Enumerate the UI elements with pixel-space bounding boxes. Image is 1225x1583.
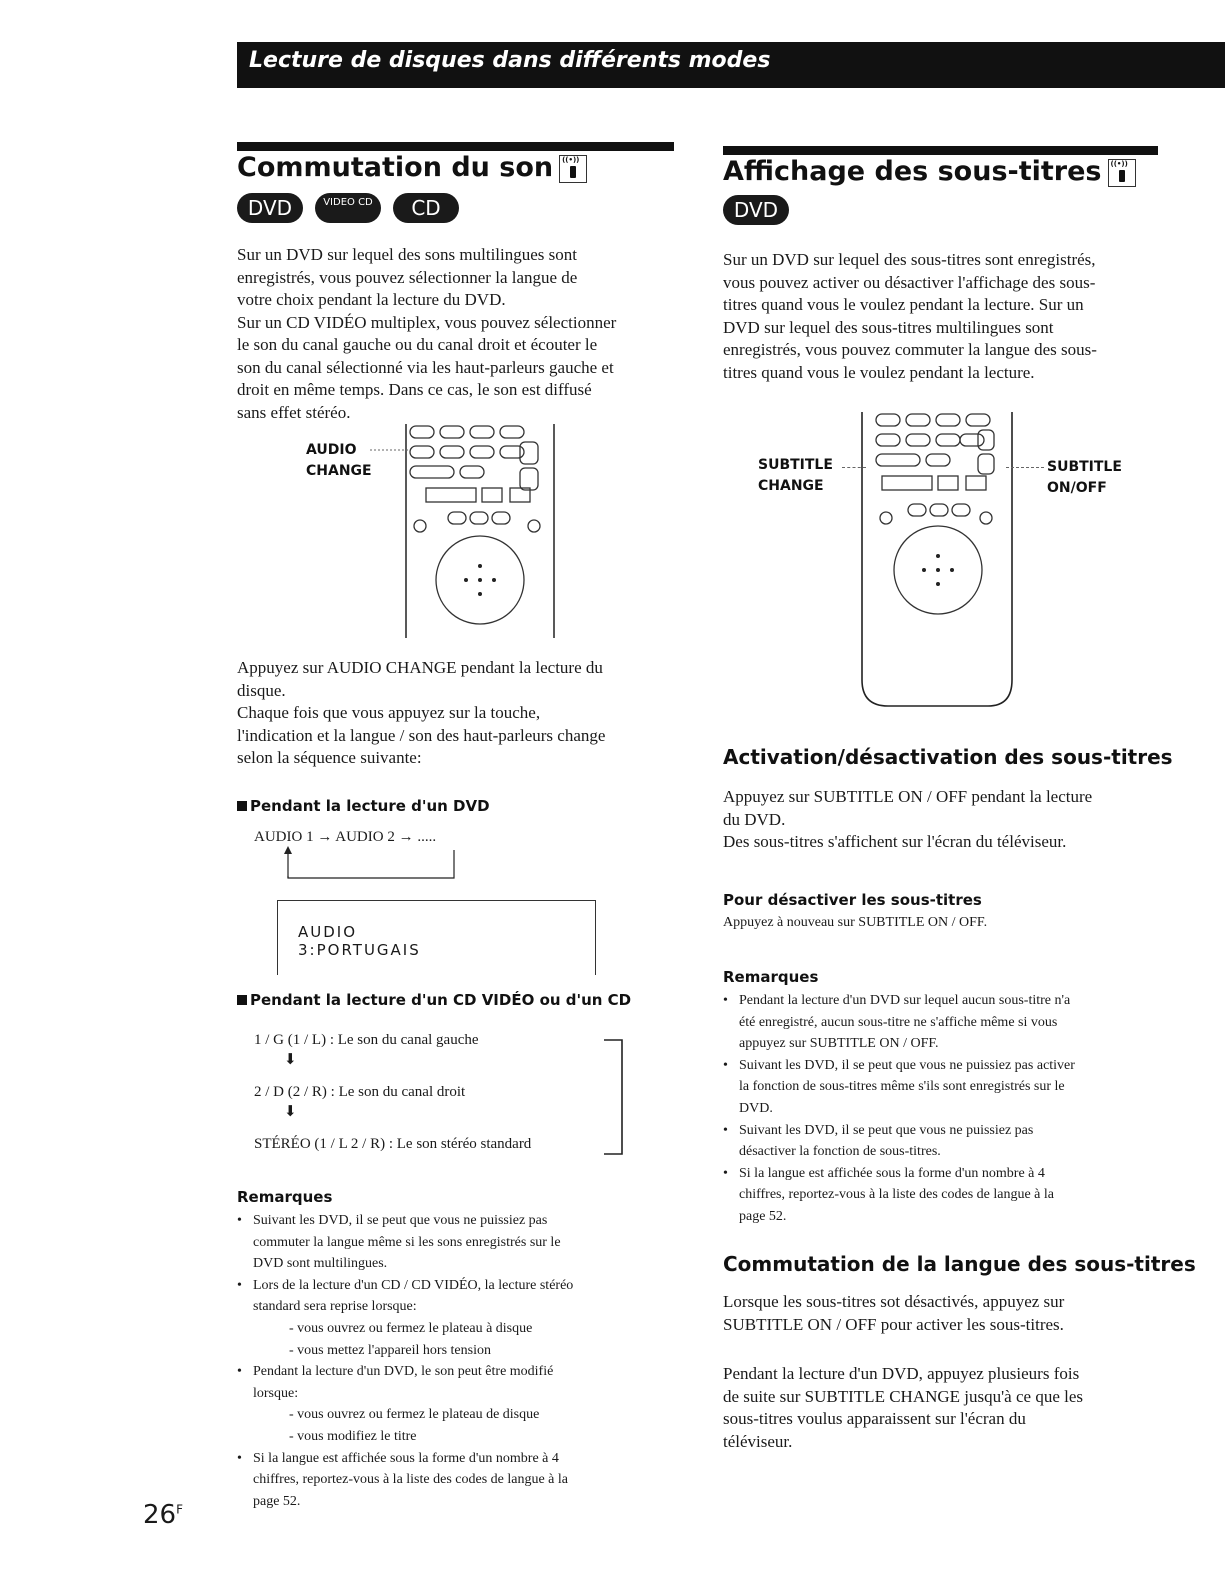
vcd-loop-bracket — [600, 1034, 630, 1158]
remote-illustration-right — [848, 410, 1044, 720]
right-remarks-title: Remarques — [723, 968, 819, 986]
screen-line-2: 3:PORTUGAIS — [298, 941, 421, 959]
vcd-step-1: 1 / G (1 / L) : Le son du canal gauche — [254, 1032, 479, 1048]
remark-item: • Suivant les DVD, il se peut que vous ne puissiez pas commuter la langue même si les sons enregistrés sur le DVD sont multilingues. — [237, 1210, 677, 1275]
dvd-badge: DVD — [237, 193, 303, 223]
remark-item: • Pendant la lecture d'un DVD sur lequel aucun sous-titre n'a été enregistré, aucun sous-titre ne s'affiche même si vous appuyez sur SUBTITLE ON / OFF. — [723, 990, 1173, 1055]
deactivate-body: Appuyez à nouveau sur SUBTITLE ON / OFF. — [723, 915, 988, 930]
subtitle-onoff-label: SUBTITLE ON/OFF — [1047, 459, 1122, 496]
left-disc-badges — [237, 193, 459, 223]
square-bullet — [237, 801, 247, 811]
left-remarks — [237, 1210, 677, 1512]
tv-screen-display — [277, 900, 596, 975]
activation-heading: Activation/désactivation des sous-titres — [723, 745, 1173, 769]
section-banner — [237, 42, 1225, 88]
right-disc-badges — [723, 195, 789, 225]
page-number: $26^F$ — [143, 1500, 183, 1530]
sequence-loop-arrow — [280, 846, 480, 882]
leader-line — [1006, 467, 1044, 468]
remark-item: • Suivant les DVD, il se peut que vous ne puissiez pas désactiver la fonction de sous-titres. — [723, 1120, 1173, 1163]
language-paragraph-1: Lorsque les sous-titres sot désactivés, appuyez sur SUBTITLE ON / OFF pour activer les sous-titres. — [723, 1292, 1065, 1334]
leader-line — [842, 467, 866, 468]
cd-badge: CD — [393, 193, 459, 223]
language-heading: Commutation de la langue des sous-titres — [723, 1252, 1196, 1276]
right-title-rule — [723, 146, 1158, 155]
vcd-step-3: STÉRÉO (1 / L 2 / R) : Le son stéréo standard — [254, 1136, 532, 1152]
remote-icon — [1108, 159, 1136, 187]
remark-item: • Pendant la lecture d'un DVD, le son peut être modifié lorsque: - vous ouvrez ou fermez le plateau de disque - vous modifiez le titre — [237, 1361, 677, 1447]
video-cd-badge: VIDEO CD — [315, 193, 381, 223]
vcd-channel-sequence — [254, 1030, 594, 1154]
dvd-playback-heading: Pendant la lecture d'un DVD — [237, 797, 490, 815]
remark-item: • Lors de la lecture d'un CD / CD VIDÉO, la lecture stéréo standard sera reprise lorsque: - vous ouvrez ou fermez le plateau à disque - vous mettez l'appareil hors tension — [237, 1275, 677, 1361]
remark-item: • Suivant les DVD, il se peut que vous ne puissiez pas activer la fonction de sous-titres même s'ils sont enregistrés sur le DVD. — [723, 1055, 1173, 1120]
down-arrow-icon: ⬇ — [284, 1052, 297, 1068]
left-title-rule — [237, 142, 674, 151]
left-press-instructions: Appuyez sur AUDIO CHANGE pendant la lecture du disque. Chaque fois que vous appuyez sur la touche, l'indication et la langue / son des haut-parleurs change selon la séquence suivante: — [237, 658, 606, 767]
audio-change-label: AUDIO CHANGE — [306, 442, 372, 479]
banner-title: Lecture de disques dans différents modes — [249, 48, 771, 73]
left-title: Commutation du son((•)) — [237, 152, 587, 183]
activation-body: Appuyez sur SUBTITLE ON / OFF pendant la lecture du DVD. Des sous-titres s'affichent sur l'écran du téléviseur. — [723, 787, 1093, 851]
language-paragraph-2: Pendant la lecture d'un DVD, appuyez plusieurs fois de suite sur SUBTITLE CHANGE jusqu'à ce que les sous-titres voulus apparaissent sur l'écran du téléviseur. — [723, 1364, 1083, 1451]
right-title: Affichage des sous-titres((•)) — [723, 156, 1136, 187]
right-remarks — [723, 990, 1173, 1228]
remote-icon — [559, 155, 587, 183]
remote-illustration-left — [370, 422, 570, 642]
remark-item: • Si la langue est affichée sous la forme d'un nombre à 4 chiffres, reportez-vous à la liste des codes de langue à la page 52. — [723, 1163, 1173, 1228]
left-intro: Sur un DVD sur lequel des sons multilingues sont enregistrés, vous pouvez sélectionner la langue de votre choix pendant la lecture du DVD. Sur un CD VIDÉO multiplex, vous pouvez sélectionner le son du canal gauche ou du canal droit et écouter le son du canal sélectionné via les haut-parleurs gauche et droit en même temps. Dans ce cas, le son est diffusé sans effet stéréo. — [237, 245, 617, 422]
screen-line-1: AUDIO — [298, 923, 358, 941]
vcd-playback-heading: Pendant la lecture d'un CD VIDÉO ou d'un CD — [237, 991, 631, 1009]
remark-item: • Si la langue est affichée sous la forme d'un nombre à 4 chiffres, reportez-vous à la liste des codes de langue à la page 52. — [237, 1448, 677, 1513]
left-remarks-title: Remarques — [237, 1188, 333, 1206]
square-bullet — [237, 995, 247, 1005]
deactivate-heading: Pour désactiver les sous-titres — [723, 891, 982, 909]
vcd-step-2: 2 / D (2 / R) : Le son du canal droit — [254, 1084, 466, 1100]
dvd-badge: DVD — [723, 195, 789, 225]
down-arrow-icon: ⬇ — [284, 1104, 297, 1120]
right-intro: Sur un DVD sur lequel des sous-titres sont enregistrés, vous pouvez activer ou désactiver l'affichage des sous- titres quand vous le voulez pendant la lecture. Sur un DVD sur lequel des sous-titres multilingues sont enregistrés, vous pouvez commuter la langue des sous- titres quand vous le voulez pendant la lecture. — [723, 250, 1097, 382]
subtitle-change-label: SUBTITLE CHANGE — [758, 457, 833, 494]
audio-sequence: AUDIO 1 → AUDIO 2 → ..... — [254, 829, 437, 845]
